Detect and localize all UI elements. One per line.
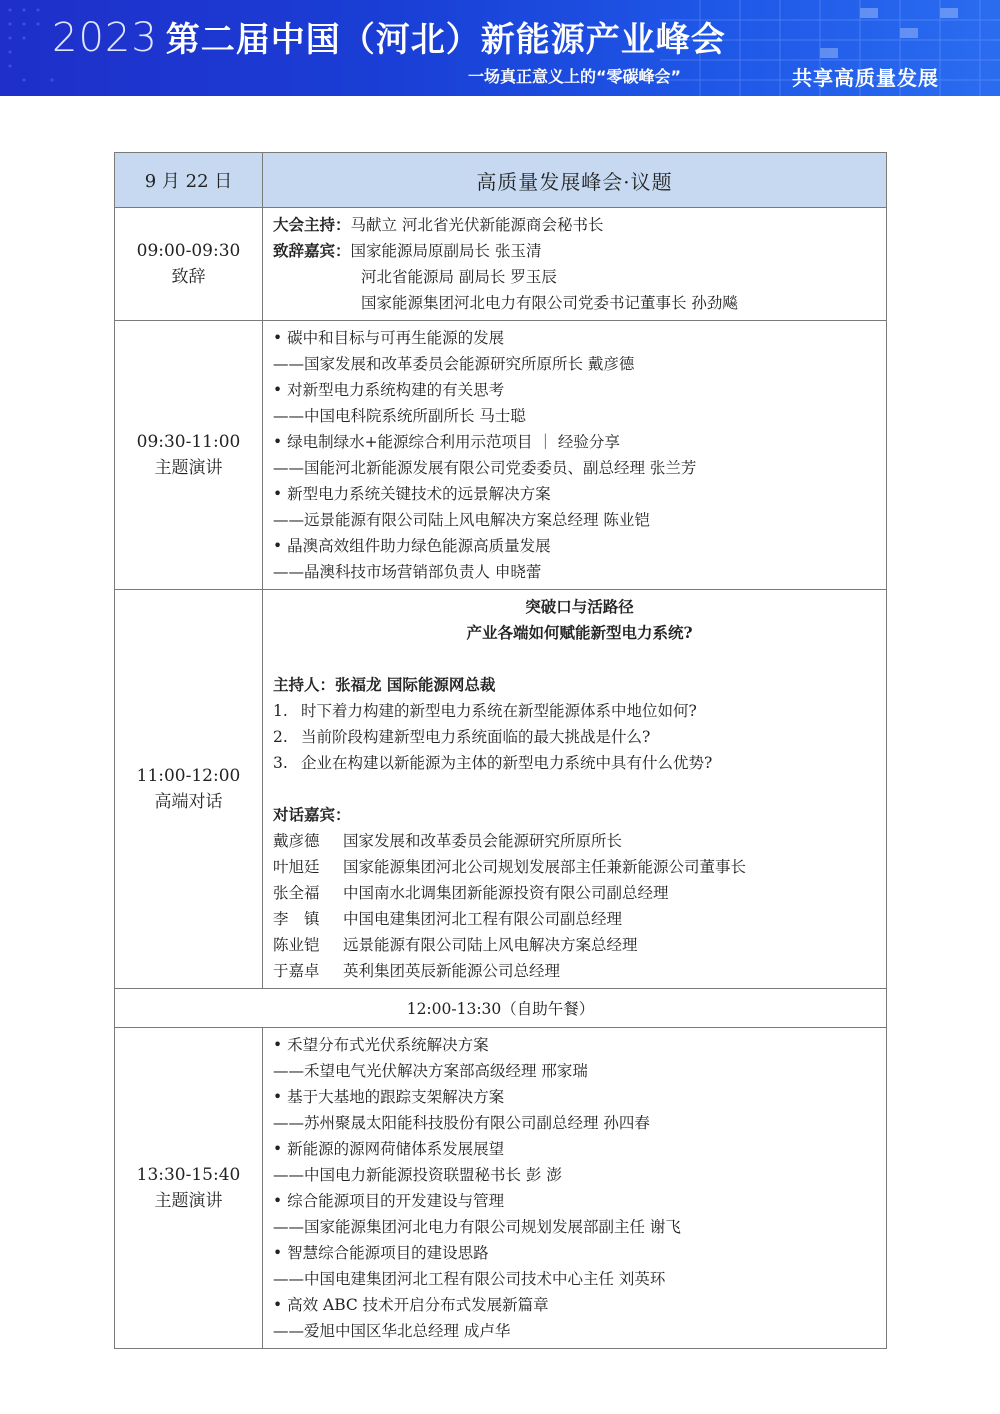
dialogue-guest: 于嘉卓 英利集团英辰新能源公司总经理 [273,962,561,980]
guest-line: 国家能源局原副局长 张玉清 [350,242,542,260]
banner-slogan: 共享高质量发展 [792,66,939,90]
time-cell-keynote-2 [115,1028,263,1349]
talk-speaker: ——国家发展和改革委员会能源研究所原所长 戴彦德 [273,355,635,373]
table-row-keynote-1 [115,321,887,590]
talk-speaker: ——中国电科院系统所副所长 马士聪 [273,407,526,425]
dialogue-guest: 李 镇 中国电建集团河北工程有限公司副总经理 [273,910,623,928]
talk-title: • 对新型电力系统构建的有关思考 [273,381,505,399]
dialogue-guest: 戴彦德 国家发展和改革委员会能源研究所原所长 [273,832,623,850]
talk-speaker: ——国家能源集团河北电力有限公司规划发展部副主任 谢飞 [273,1218,681,1236]
talk-speaker: ——中国电建集团河北工程有限公司技术中心主任 刘英环 [273,1270,666,1288]
content-cell-dialogue [263,590,887,989]
content-cell-opening [263,208,887,321]
dialogue-guests-label: 对话嘉宾： [273,805,351,824]
dialogue-host: 主持人：张福龙 国际能源网总裁 [273,675,496,694]
talk-speaker: ——国能河北新能源发展有限公司党委委员、副总经理 张兰芳 [273,459,697,477]
dialogue-guest: 张全福 中国南水北调集团新能源投资有限公司副总经理 [273,884,669,902]
banner-title: 第二届中国（河北）新能源产业峰会 [165,20,726,60]
question-item: 1. 时下着力构建的新型电力系统在新型能源体系中地位如何? [273,702,697,720]
host-label: 大会主持： [273,215,351,234]
talk-title: • 禾望分布式光伏系统解决方案 [273,1036,489,1054]
talk-title: • 碳中和目标与可再生能源的发展 [273,329,505,347]
session-label: 高端对话 [154,792,223,812]
talk-speaker: ——禾望电气光伏解决方案部高级经理 邢家瑞 [273,1062,588,1080]
session-label: 主题演讲 [154,1191,223,1211]
question-item: 2. 当前阶段构建新型电力系统面临的最大挑战是什么? [273,728,651,746]
session-time: 09:30-11:00 [136,432,241,452]
time-cell-opening [115,208,263,321]
talk-speaker: ——中国电力新能源投资联盟秘书长 彭 澎 [273,1166,562,1184]
table-row-keynote-2 [115,1028,887,1349]
talk-title: • 新能源的源网荷储体系发展展望 [273,1140,505,1158]
header-banner [0,0,1000,96]
header-topic: 高质量发展峰会·议题 [263,153,887,208]
guest-line: 国家能源集团河北电力有限公司党委书记董事长 孙劲飚 [361,294,738,312]
lunch-cell: 12:00-13:30（自助午餐） [115,989,887,1028]
time-cell-keynote-1 [115,321,263,590]
host-name: 马献立 河北省光伏新能源商会秘书长 [350,216,604,234]
talk-title: • 基于大基地的跟踪支架解决方案 [273,1088,505,1106]
banner-subtitle: 一场真正意义上的“零碳峰会” [468,67,682,86]
table-row-opening [115,208,887,321]
banner-title-row [52,12,726,64]
question-item: 3. 企业在构建以新能源为主体的新型电力系统中具有什么优势? [273,754,713,772]
talk-title: • 智慧综合能源项目的建设思路 [273,1244,489,1262]
dialogue-guest: 叶旭廷 国家能源集团河北公司规划发展部主任兼新能源公司董事长 [273,858,747,876]
session-label: 致辞 [171,267,206,287]
banner-year: 2023 [52,15,158,61]
session-time: 09:00-09:30 [136,241,241,261]
dialogue-guest: 陈业铠 远景能源有限公司陆上风电解决方案总经理 [273,936,638,954]
talk-speaker: ——晶澳科技市场营销部负责人 申晓蕾 [273,563,542,581]
talk-title: • 晶澳高效组件助力绿色能源高质量发展 [273,537,551,555]
content-cell-keynote-2 [263,1028,887,1349]
guests-label: 致辞嘉宾： [273,241,351,260]
time-cell-dialogue [115,590,263,989]
talk-title: • 新型电力系统关键技术的远景解决方案 [273,485,551,503]
table-row-dialogue [115,590,887,989]
talk-speaker: ——爱旭中国区华北总经理 成卢华 [273,1322,511,1340]
session-label: 主题演讲 [154,458,223,478]
dialogue-heading: 突破口与活路径 [525,597,634,616]
content-cell-keynote-1 [263,321,887,590]
session-time: 13:30-15:40 [136,1165,241,1185]
agenda-table [114,152,887,1349]
talk-speaker: ——苏州聚晟太阳能科技股份有限公司副总经理 孙四春 [273,1114,650,1132]
talk-title: • 高效 ABC 技术开启分布式发展新篇章 [273,1296,549,1314]
header-date: 9 月 22 日 [115,153,263,208]
table-header-row [115,153,887,208]
talk-title: • 综合能源项目的开发建设与管理 [273,1192,505,1210]
session-time: 11:00-12:00 [136,766,241,786]
dialogue-subheading: 产业各端如何赋能新型电力系统? [466,623,693,642]
talk-title: • 绿电制绿水+能源综合利用示范项目 ｜ 经验分享 [273,433,620,451]
talk-speaker: ——远景能源有限公司陆上风电解决方案总经理 陈业铠 [273,511,650,529]
guest-line: 河北省能源局 副局长 罗玉辰 [361,268,557,286]
table-row-lunch [115,989,887,1028]
